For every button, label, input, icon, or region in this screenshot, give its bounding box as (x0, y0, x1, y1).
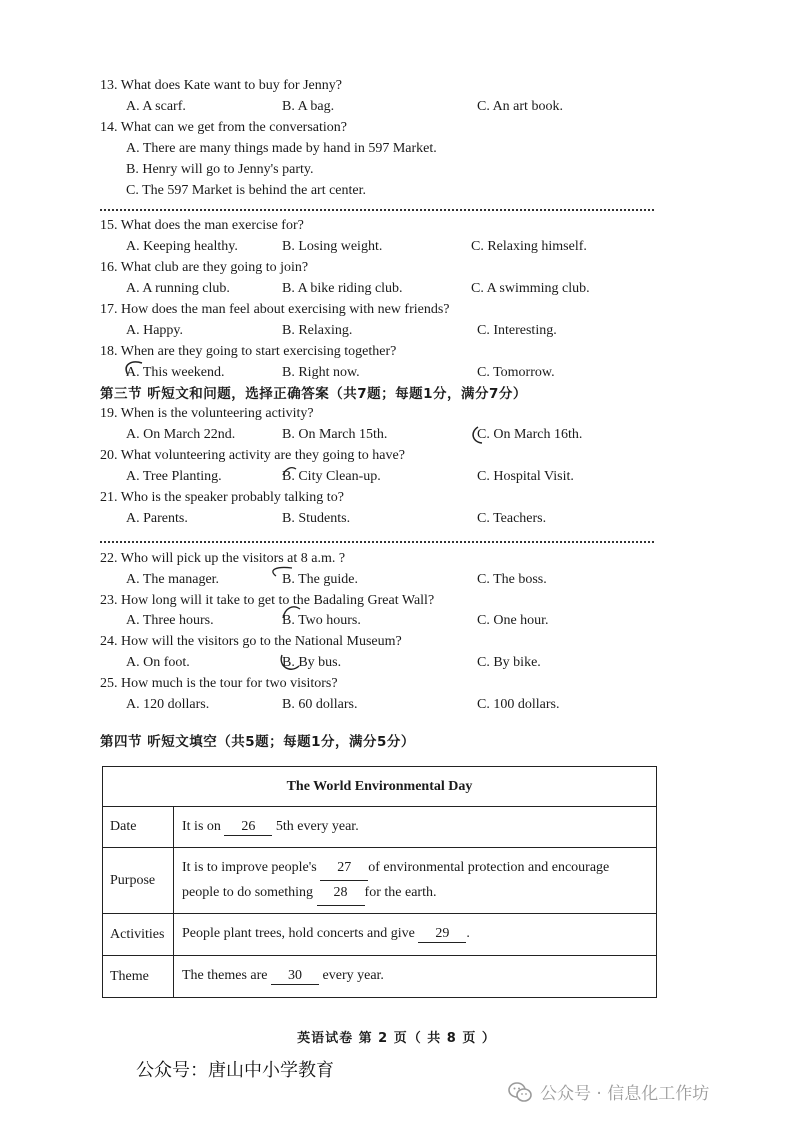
option-15b: B. Losing weight. (282, 239, 383, 254)
purpose-text-post1: of environmental protection and encourage (368, 859, 610, 875)
option-24b: B. By bus. (282, 655, 342, 670)
question-15: 15. What does the man exercise for? (100, 218, 304, 233)
table-row (103, 807, 657, 848)
option-21c: C. Teachers. (477, 511, 547, 526)
purpose-text-pre1: It is to improve people's (182, 859, 317, 875)
table-row (103, 848, 657, 914)
question-23: 23. How long will it take to get to the Badaling Great Wall? (100, 593, 435, 608)
theme-text-pre: The themes are (182, 968, 268, 983)
section-4-title: 第四节 听短文填空（共5题；每题1分，满分5分） (100, 734, 415, 750)
purpose-label: Purpose (103, 848, 174, 914)
option-22a: A. The manager. (126, 572, 220, 587)
option-19c: C. On March 16th. (477, 427, 583, 442)
option-19a: A. On March 22nd. (126, 427, 236, 442)
theme-label: Theme (103, 956, 174, 998)
theme-text-post: every year. (322, 968, 384, 983)
option-23a: A. Three hours. (126, 613, 214, 628)
option-24a: A. On foot. (126, 655, 190, 670)
watermark-account-right (508, 1079, 709, 1104)
activities-text-post: . (466, 926, 470, 941)
date-text-post: 5th every year. (275, 818, 359, 834)
option-17c: C. Interesting. (477, 323, 557, 338)
blank-29: 29 (418, 926, 466, 943)
dotted-divider (100, 541, 654, 543)
option-19b: B. On March 15th. (282, 427, 388, 442)
question-21: 21. Who is the speaker probably talking to? (100, 490, 344, 505)
option-20c: C. Hospital Visit. (477, 469, 574, 484)
purpose-cell (174, 848, 657, 914)
date-cell (174, 807, 657, 848)
option-13a: A. A scarf. (126, 99, 186, 114)
option-17a: A. Happy. (126, 323, 184, 338)
table-row (103, 956, 657, 998)
question-13: 13. What does Kate want to buy for Jenny? (100, 78, 342, 93)
option-14b: B. Henry will go to Jenny's party. (126, 162, 314, 177)
page-footer: 英语试卷 第 2 页（ 共 8 页 ） (297, 1031, 496, 1046)
option-15a: A. Keeping healthy. (126, 239, 238, 254)
purpose-text-pre2: people to do something (182, 884, 314, 900)
option-21b: B. Students. (282, 511, 351, 526)
option-13b: B. A bag. (282, 99, 335, 114)
dotted-divider (100, 209, 654, 211)
option-14c: C. The 597 Market is behind the art center. (126, 183, 367, 198)
option-22b: B. The guide. (282, 572, 358, 587)
option-20b: B. City Clean-up. (282, 469, 381, 484)
option-13c: C. An art book. (477, 99, 563, 114)
date-label: Date (103, 807, 174, 848)
question-19: 19. When is the volunteering activity? (100, 406, 314, 421)
option-18b: B. Right now. (282, 365, 360, 380)
blank-26: 26 (224, 819, 272, 836)
date-text-pre: It is on (182, 818, 221, 834)
theme-cell (174, 956, 657, 998)
question-24: 24. How will the visitors go to the National Museum? (100, 634, 402, 649)
option-15c: C. Relaxing himself. (471, 239, 587, 254)
question-18: 18. When are they going to start exercising together? (100, 344, 397, 359)
question-14: 14. What can we get from the conversation? (100, 120, 347, 135)
wechat-icon (508, 1081, 532, 1103)
purpose-text-post2: for the earth. (364, 884, 437, 900)
option-16a: A. A running club. (126, 281, 230, 296)
option-25b: B. 60 dollars. (282, 697, 358, 712)
option-16b: B. A bike riding club. (282, 281, 403, 296)
option-23c: C. One hour. (477, 613, 549, 628)
option-14a: A. There are many things made by hand in 597 Market. (126, 141, 437, 156)
option-25a: A. 120 dollars. (126, 697, 210, 712)
question-17: 17. How does the man feel about exercising with new friends? (100, 302, 450, 317)
watermark-right-text: 公众号 · 信息化工作坊 (540, 1084, 710, 1104)
option-18a: A. This weekend. (126, 365, 225, 380)
section-3-title: 第三节 听短文和问题，选择正确答案（共7题；每题1分，满分7分） (100, 386, 527, 402)
option-18c: C. Tomorrow. (477, 365, 555, 380)
table-title: The World Environmental Day (103, 767, 657, 807)
option-21a: A. Parents. (126, 511, 188, 526)
question-20: 20. What volunteering activity are they going to have? (100, 448, 405, 463)
option-16c: C. A swimming club. (471, 281, 590, 296)
blank-27: 27 (320, 856, 368, 881)
option-24c: C. By bike. (477, 655, 541, 670)
table-row (103, 914, 657, 956)
watermark-account-left: 公众号：唐山中小学教育 (136, 1060, 334, 1081)
question-25: 25. How much is the tour for two visitors? (100, 676, 338, 691)
environment-day-table (102, 766, 657, 998)
blank-30: 30 (271, 968, 319, 985)
option-25c: C. 100 dollars. (477, 697, 560, 712)
activities-cell (174, 914, 657, 956)
question-22: 22. Who will pick up the visitors at 8 a.m. ? (100, 551, 346, 566)
question-16: 16. What club are they going to join? (100, 260, 309, 275)
activities-label: Activities (103, 914, 174, 956)
activities-text-pre: People plant trees, hold concerts and give (182, 926, 415, 941)
option-17b: B. Relaxing. (282, 323, 353, 338)
option-23b: B. Two hours. (282, 613, 361, 628)
blank-28: 28 (317, 881, 365, 906)
option-20a: A. Tree Planting. (126, 469, 222, 484)
option-22c: C. The boss. (477, 572, 547, 587)
